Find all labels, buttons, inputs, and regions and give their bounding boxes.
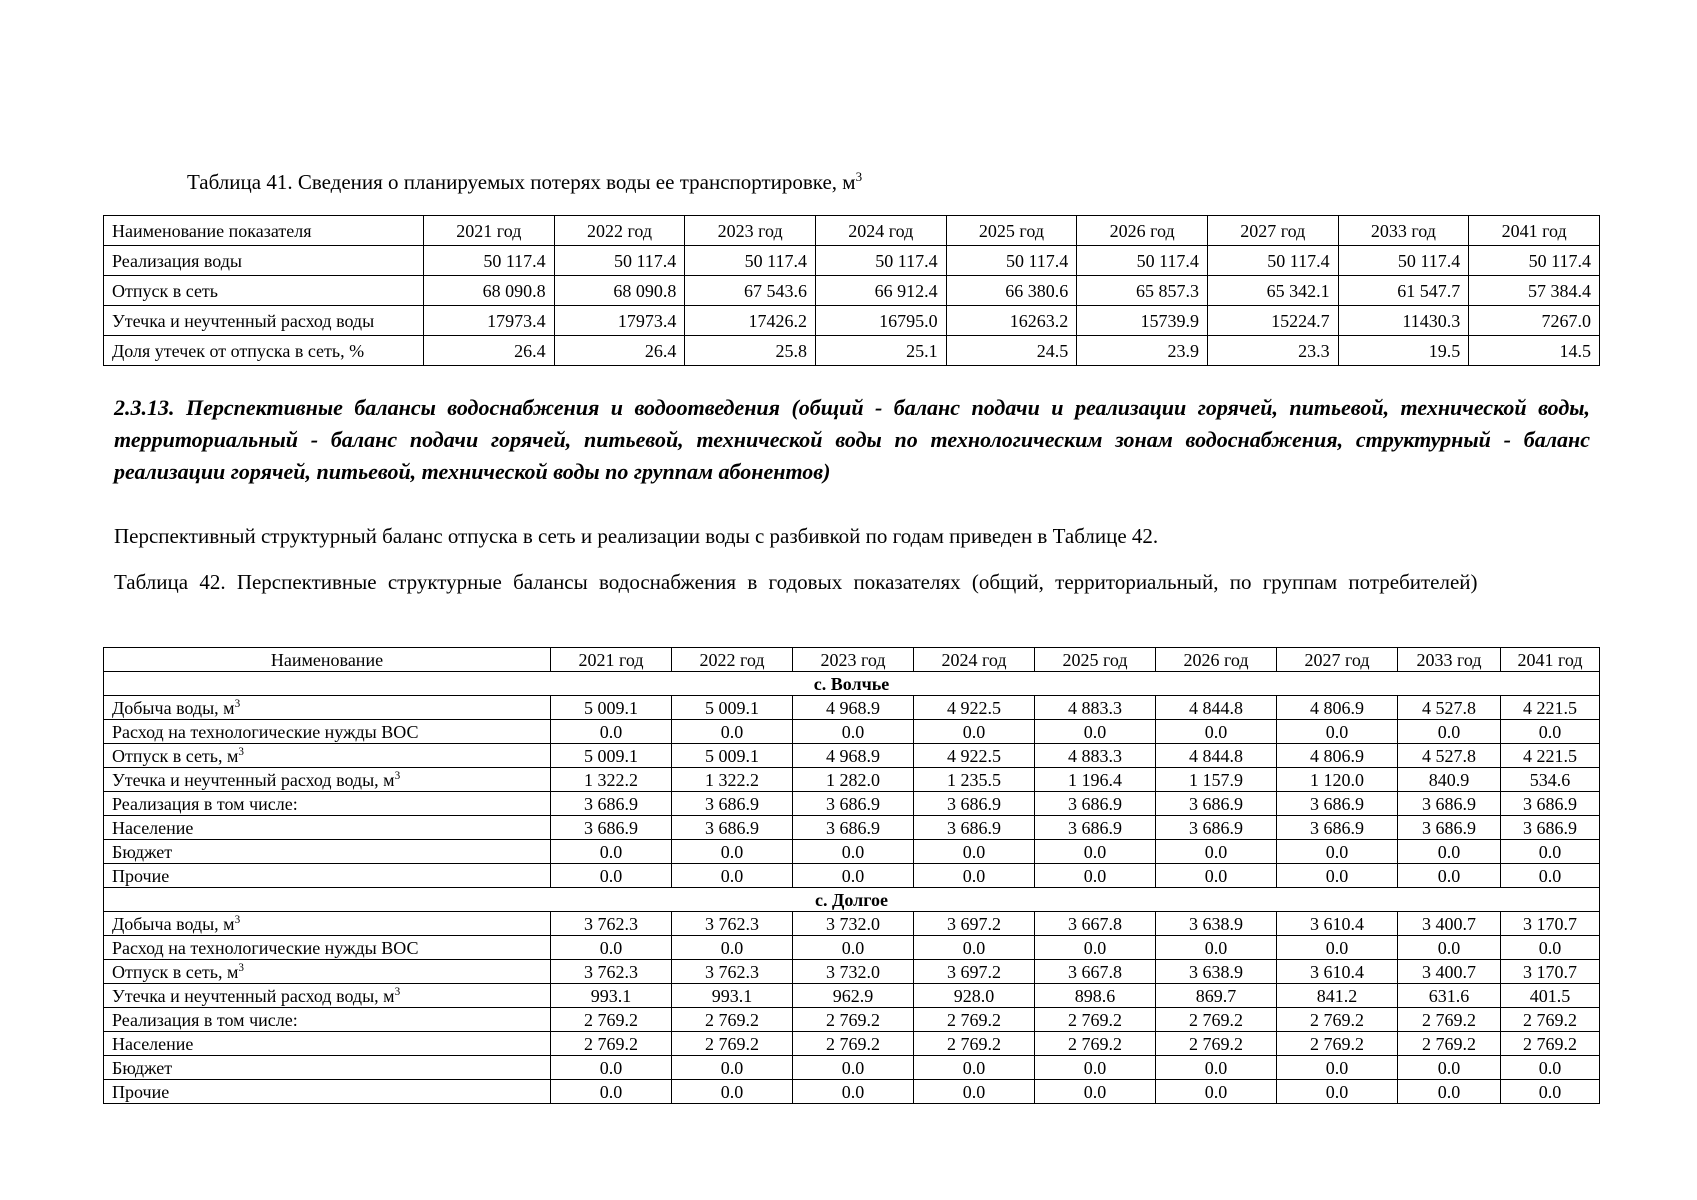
value-cell: 4 968.9 xyxy=(793,696,914,720)
section-heading: 2.3.13. Перспективные балансы водоснабжения и водоотведения (общий - баланс подачи и реализации горячей, питьевой, технической воды, территориальный - баланс подачи горячей, питьевой, технической воды по технологическим зонам водоснабжения, структурный - баланс реализации горячей, питьевой, технической воды по группам абонентов) xyxy=(114,395,1590,484)
value-cell: 2 769.2 xyxy=(1398,1008,1501,1032)
value-cell: 5 009.1 xyxy=(672,744,793,768)
value-cell: 4 883.3 xyxy=(1035,696,1156,720)
value-cell: 3 610.4 xyxy=(1277,960,1398,984)
value-cell: 993.1 xyxy=(672,984,793,1008)
value-cell: 1 196.4 xyxy=(1035,768,1156,792)
value-cell: 61 547.7 xyxy=(1338,276,1469,306)
value-cell: 3 170.7 xyxy=(1501,912,1600,936)
value-cell: 65 857.3 xyxy=(1077,276,1208,306)
table-41 xyxy=(103,215,1600,366)
value-cell: 2 769.2 xyxy=(1035,1008,1156,1032)
table-row xyxy=(104,246,1600,276)
value-cell: 3 686.9 xyxy=(672,792,793,816)
value-cell: 0.0 xyxy=(1156,720,1277,744)
value-cell: 3 667.8 xyxy=(1035,912,1156,936)
row-label-text: Реализация в том числе: xyxy=(112,793,298,814)
unit-superscript: 3 xyxy=(234,697,241,710)
value-cell: 3 762.3 xyxy=(551,960,672,984)
value-cell: 4 922.5 xyxy=(914,744,1035,768)
value-cell: 5 009.1 xyxy=(551,696,672,720)
table-row xyxy=(104,768,1600,792)
value-cell: 2 769.2 xyxy=(1277,1032,1398,1056)
table-row xyxy=(104,792,1600,816)
table-row xyxy=(104,1032,1600,1056)
value-cell: 0.0 xyxy=(1501,1080,1600,1104)
row-label-text: Расход на технологические нужды ВОС xyxy=(112,721,419,742)
group-title: с. Долгое xyxy=(104,888,1600,912)
unit-superscript: 3 xyxy=(234,913,241,926)
value-cell: 841.2 xyxy=(1277,984,1398,1008)
group-row xyxy=(104,672,1600,696)
value-cell: 3 697.2 xyxy=(914,912,1035,936)
row-label xyxy=(104,960,551,984)
row-label-text: Бюджет xyxy=(112,841,173,862)
value-cell: 0.0 xyxy=(672,1080,793,1104)
value-cell: 57 384.4 xyxy=(1469,276,1600,306)
table-header-row xyxy=(104,648,1600,672)
value-cell: 3 686.9 xyxy=(551,816,672,840)
value-cell: 0.0 xyxy=(914,1056,1035,1080)
value-cell: 4 527.8 xyxy=(1398,696,1501,720)
header-cell-year: 2027 год xyxy=(1277,648,1398,672)
value-cell: 2 769.2 xyxy=(551,1032,672,1056)
value-cell: 0.0 xyxy=(914,840,1035,864)
value-cell: 0.0 xyxy=(914,864,1035,888)
value-cell: 1 120.0 xyxy=(1277,768,1398,792)
header-cell-year: 2023 год xyxy=(685,216,816,246)
value-cell: 2 769.2 xyxy=(914,1008,1035,1032)
value-cell: 4 527.8 xyxy=(1398,744,1501,768)
table-row xyxy=(104,306,1600,336)
table-row xyxy=(104,1056,1600,1080)
row-label xyxy=(104,840,551,864)
header-cell-year: 2024 год xyxy=(815,216,946,246)
value-cell: 66 912.4 xyxy=(815,276,946,306)
value-cell: 4 806.9 xyxy=(1277,696,1398,720)
row-label-text: Добыча воды, м xyxy=(112,913,235,934)
caption-superscript: 3 xyxy=(855,169,863,184)
value-cell: 14.5 xyxy=(1469,336,1600,366)
value-cell: 2 769.2 xyxy=(793,1032,914,1056)
value-cell: 66 380.6 xyxy=(946,276,1077,306)
table-row xyxy=(104,1008,1600,1032)
row-label-text: Добыча воды, м xyxy=(112,697,235,718)
value-cell: 0.0 xyxy=(1501,720,1600,744)
value-cell: 0.0 xyxy=(1035,1080,1156,1104)
table-row xyxy=(104,744,1600,768)
table-header-row xyxy=(104,216,1600,246)
value-cell: 869.7 xyxy=(1156,984,1277,1008)
value-cell: 50 117.4 xyxy=(815,246,946,276)
row-label: Отпуск в сеть xyxy=(104,276,424,306)
table-row xyxy=(104,1080,1600,1104)
row-label: Утечка и неучтенный расход воды xyxy=(104,306,424,336)
value-cell: 3 686.9 xyxy=(1398,792,1501,816)
value-cell: 5 009.1 xyxy=(672,696,793,720)
value-cell: 0.0 xyxy=(1277,1056,1398,1080)
value-cell: 3 686.9 xyxy=(1156,816,1277,840)
value-cell: 0.0 xyxy=(1398,1080,1501,1104)
value-cell: 5 009.1 xyxy=(551,744,672,768)
value-cell: 50 117.4 xyxy=(554,246,685,276)
value-cell: 0.0 xyxy=(1035,936,1156,960)
value-cell: 3 686.9 xyxy=(914,816,1035,840)
value-cell: 2 769.2 xyxy=(1501,1032,1600,1056)
value-cell: 0.0 xyxy=(1277,936,1398,960)
value-cell: 1 322.2 xyxy=(551,768,672,792)
value-cell: 0.0 xyxy=(1398,840,1501,864)
value-cell: 0.0 xyxy=(1035,1056,1156,1080)
row-label xyxy=(104,744,551,768)
value-cell: 0.0 xyxy=(1398,1056,1501,1080)
value-cell: 993.1 xyxy=(551,984,672,1008)
value-cell: 2 769.2 xyxy=(1277,1008,1398,1032)
value-cell: 2 769.2 xyxy=(914,1032,1035,1056)
value-cell: 0.0 xyxy=(914,1080,1035,1104)
value-cell: 24.5 xyxy=(946,336,1077,366)
value-cell: 3 170.7 xyxy=(1501,960,1600,984)
table-row xyxy=(104,720,1600,744)
value-cell: 0.0 xyxy=(793,720,914,744)
value-cell: 962.9 xyxy=(793,984,914,1008)
value-cell: 50 117.4 xyxy=(946,246,1077,276)
header-cell-name: Наименование xyxy=(104,648,551,672)
value-cell: 2 769.2 xyxy=(1035,1032,1156,1056)
value-cell: 2 769.2 xyxy=(672,1032,793,1056)
value-cell: 15739.9 xyxy=(1077,306,1208,336)
table-row xyxy=(104,984,1600,1008)
value-cell: 50 117.4 xyxy=(685,246,816,276)
row-label-text: Прочие xyxy=(112,1081,170,1102)
value-cell: 3 686.9 xyxy=(793,816,914,840)
row-label xyxy=(104,864,551,888)
value-cell: 0.0 xyxy=(1156,840,1277,864)
unit-superscript: 3 xyxy=(394,985,401,998)
row-label-text: Реализация в том числе: xyxy=(112,1009,298,1030)
value-cell: 928.0 xyxy=(914,984,1035,1008)
header-cell-year: 2026 год xyxy=(1077,216,1208,246)
value-cell: 11430.3 xyxy=(1338,306,1469,336)
header-cell-year: 2027 год xyxy=(1207,216,1338,246)
header-cell-year: 2023 год xyxy=(793,648,914,672)
header-cell-year: 2033 год xyxy=(1338,216,1469,246)
value-cell: 68 090.8 xyxy=(424,276,555,306)
value-cell: 1 157.9 xyxy=(1156,768,1277,792)
value-cell: 0.0 xyxy=(1156,1080,1277,1104)
table-row xyxy=(104,696,1600,720)
header-cell-year: 2024 год xyxy=(914,648,1035,672)
value-cell: 3 686.9 xyxy=(914,792,1035,816)
table42-caption: Таблица 42. Перспективные структурные балансы водоснабжения в годовых показателях (общий, территориальный, по группам потребителей) xyxy=(114,570,1478,594)
value-cell: 26.4 xyxy=(424,336,555,366)
value-cell: 0.0 xyxy=(1035,864,1156,888)
value-cell: 0.0 xyxy=(1398,720,1501,744)
value-cell: 16795.0 xyxy=(815,306,946,336)
value-cell: 840.9 xyxy=(1398,768,1501,792)
value-cell: 0.0 xyxy=(672,840,793,864)
row-label: Реализация воды xyxy=(104,246,424,276)
unit-superscript: 3 xyxy=(238,745,244,758)
value-cell: 3 686.9 xyxy=(1035,816,1156,840)
value-cell: 3 686.9 xyxy=(793,792,914,816)
unit-superscript: 3 xyxy=(238,961,244,974)
value-cell: 0.0 xyxy=(793,864,914,888)
value-cell: 4 883.3 xyxy=(1035,744,1156,768)
table-row xyxy=(104,960,1600,984)
value-cell: 2 769.2 xyxy=(1156,1032,1277,1056)
header-cell-year: 2025 год xyxy=(946,216,1077,246)
value-cell: 3 762.3 xyxy=(672,912,793,936)
row-label: Доля утечек от отпуска в сеть, % xyxy=(104,336,424,366)
value-cell: 1 282.0 xyxy=(793,768,914,792)
value-cell: 4 221.5 xyxy=(1501,696,1600,720)
row-label xyxy=(104,912,551,936)
row-label xyxy=(104,816,551,840)
value-cell: 50 117.4 xyxy=(1207,246,1338,276)
value-cell: 2 769.2 xyxy=(672,1008,793,1032)
row-label xyxy=(104,1080,551,1104)
value-cell: 2 769.2 xyxy=(1398,1032,1501,1056)
value-cell: 3 686.9 xyxy=(1035,792,1156,816)
value-cell: 631.6 xyxy=(1398,984,1501,1008)
row-label xyxy=(104,768,551,792)
value-cell: 23.9 xyxy=(1077,336,1208,366)
table-row xyxy=(104,936,1600,960)
row-label xyxy=(104,792,551,816)
row-label xyxy=(104,696,551,720)
value-cell: 3 762.3 xyxy=(551,912,672,936)
row-label-text: Население xyxy=(112,1033,194,1054)
value-cell: 0.0 xyxy=(1501,936,1600,960)
value-cell: 0.0 xyxy=(1035,840,1156,864)
header-cell-year: 2025 год xyxy=(1035,648,1156,672)
value-cell: 2 769.2 xyxy=(1156,1008,1277,1032)
row-label xyxy=(104,720,551,744)
value-cell: 4 221.5 xyxy=(1501,744,1600,768)
value-cell: 0.0 xyxy=(793,1056,914,1080)
value-cell: 2 769.2 xyxy=(1501,1008,1600,1032)
value-cell: 3 686.9 xyxy=(1277,816,1398,840)
value-cell: 3 697.2 xyxy=(914,960,1035,984)
value-cell: 0.0 xyxy=(551,1056,672,1080)
value-cell: 25.8 xyxy=(685,336,816,366)
row-label xyxy=(104,1032,551,1056)
value-cell: 534.6 xyxy=(1501,768,1600,792)
value-cell: 3 732.0 xyxy=(793,912,914,936)
value-cell: 0.0 xyxy=(1156,1056,1277,1080)
value-cell: 0.0 xyxy=(551,1080,672,1104)
value-cell: 0.0 xyxy=(1501,864,1600,888)
value-cell: 2 769.2 xyxy=(551,1008,672,1032)
group-row xyxy=(104,888,1600,912)
row-label xyxy=(104,984,551,1008)
value-cell: 0.0 xyxy=(551,864,672,888)
value-cell: 0.0 xyxy=(914,936,1035,960)
value-cell: 50 117.4 xyxy=(424,246,555,276)
value-cell: 898.6 xyxy=(1035,984,1156,1008)
value-cell: 17426.2 xyxy=(685,306,816,336)
value-cell: 0.0 xyxy=(672,1056,793,1080)
header-cell-year: 2022 год xyxy=(554,216,685,246)
header-cell-year: 2022 год xyxy=(672,648,793,672)
header-cell-year: 2033 год xyxy=(1398,648,1501,672)
row-label xyxy=(104,1056,551,1080)
group-title: с. Волчье xyxy=(104,672,1600,696)
value-cell: 67 543.6 xyxy=(685,276,816,306)
value-cell: 3 686.9 xyxy=(1156,792,1277,816)
value-cell: 0.0 xyxy=(1156,864,1277,888)
value-cell: 0.0 xyxy=(1156,936,1277,960)
value-cell: 3 667.8 xyxy=(1035,960,1156,984)
row-label-text: Утечка и неучтенный расход воды, м xyxy=(112,769,395,790)
value-cell: 0.0 xyxy=(914,720,1035,744)
table-row xyxy=(104,912,1600,936)
value-cell: 0.0 xyxy=(1398,864,1501,888)
value-cell: 3 762.3 xyxy=(672,960,793,984)
value-cell: 0.0 xyxy=(1501,1056,1600,1080)
value-cell: 3 638.9 xyxy=(1156,960,1277,984)
value-cell: 4 844.8 xyxy=(1156,744,1277,768)
value-cell: 2 769.2 xyxy=(793,1008,914,1032)
table-42 xyxy=(103,647,1600,1104)
value-cell: 0.0 xyxy=(793,1080,914,1104)
header-cell-year: 2021 год xyxy=(551,648,672,672)
value-cell: 0.0 xyxy=(551,720,672,744)
value-cell: 1 322.2 xyxy=(672,768,793,792)
header-cell-name: Наименование показателя xyxy=(104,216,424,246)
header-cell-year: 2021 год xyxy=(424,216,555,246)
value-cell: 3 400.7 xyxy=(1398,912,1501,936)
value-cell: 0.0 xyxy=(1398,936,1501,960)
header-cell-year: 2026 год xyxy=(1156,648,1277,672)
value-cell: 0.0 xyxy=(551,840,672,864)
value-cell: 17973.4 xyxy=(554,306,685,336)
row-label-text: Отпуск в сеть, м xyxy=(112,745,239,766)
value-cell: 3 686.9 xyxy=(1501,816,1600,840)
value-cell: 4 968.9 xyxy=(793,744,914,768)
table-row xyxy=(104,276,1600,306)
value-cell: 0.0 xyxy=(793,936,914,960)
value-cell: 0.0 xyxy=(1277,864,1398,888)
value-cell: 3 610.4 xyxy=(1277,912,1398,936)
header-cell-year: 2041 год xyxy=(1469,216,1600,246)
value-cell: 26.4 xyxy=(554,336,685,366)
row-label-text: Отпуск в сеть, м xyxy=(112,961,239,982)
value-cell: 3 400.7 xyxy=(1398,960,1501,984)
value-cell: 401.5 xyxy=(1501,984,1600,1008)
row-label xyxy=(104,1008,551,1032)
table-row xyxy=(104,864,1600,888)
value-cell: 0.0 xyxy=(1035,720,1156,744)
value-cell: 0.0 xyxy=(672,720,793,744)
row-label-text: Прочие xyxy=(112,865,170,886)
row-label-text: Население xyxy=(112,817,194,838)
value-cell: 65 342.1 xyxy=(1207,276,1338,306)
table-row xyxy=(104,840,1600,864)
table41-caption: Таблица 41. Сведения о планируемых потерях воды ее транспортировке, $м^3$ xyxy=(187,169,863,194)
value-cell: 50 117.4 xyxy=(1077,246,1208,276)
header-cell-year: 2041 год xyxy=(1501,648,1600,672)
value-cell: 23.3 xyxy=(1207,336,1338,366)
table-row xyxy=(104,336,1600,366)
value-cell: 25.1 xyxy=(815,336,946,366)
value-cell: 0.0 xyxy=(1277,840,1398,864)
value-cell: 19.5 xyxy=(1338,336,1469,366)
value-cell: 3 686.9 xyxy=(1501,792,1600,816)
row-label-text: Расход на технологические нужды ВОС xyxy=(112,937,419,958)
value-cell: 15224.7 xyxy=(1207,306,1338,336)
value-cell: 0.0 xyxy=(793,840,914,864)
value-cell: 16263.2 xyxy=(946,306,1077,336)
value-cell: 4 922.5 xyxy=(914,696,1035,720)
value-cell: 0.0 xyxy=(672,936,793,960)
value-cell: 3 686.9 xyxy=(1398,816,1501,840)
table-row xyxy=(104,816,1600,840)
value-cell: 3 686.9 xyxy=(672,816,793,840)
value-cell: 3 638.9 xyxy=(1156,912,1277,936)
value-cell: 3 686.9 xyxy=(1277,792,1398,816)
value-cell: 1 235.5 xyxy=(914,768,1035,792)
value-cell: 0.0 xyxy=(551,936,672,960)
unit-superscript: 3 xyxy=(394,769,401,782)
value-cell: 0.0 xyxy=(1277,720,1398,744)
value-cell: 3 686.9 xyxy=(551,792,672,816)
value-cell: 4 844.8 xyxy=(1156,696,1277,720)
value-cell: 68 090.8 xyxy=(554,276,685,306)
row-label-text: Утечка и неучтенный расход воды, м xyxy=(112,985,395,1006)
row-label-text: Бюджет xyxy=(112,1057,173,1078)
value-cell: 0.0 xyxy=(1277,1080,1398,1104)
value-cell: 7267.0 xyxy=(1469,306,1600,336)
paragraph: Перспективный структурный баланс отпуска в сеть и реализации воды с разбивкой по годам приведен в Таблице 42. xyxy=(114,524,1159,548)
value-cell: 50 117.4 xyxy=(1469,246,1600,276)
value-cell: 17973.4 xyxy=(424,306,555,336)
value-cell: 50 117.4 xyxy=(1338,246,1469,276)
value-cell: 0.0 xyxy=(1501,840,1600,864)
value-cell: 4 806.9 xyxy=(1277,744,1398,768)
value-cell: 3 732.0 xyxy=(793,960,914,984)
row-label xyxy=(104,936,551,960)
value-cell: 0.0 xyxy=(672,864,793,888)
